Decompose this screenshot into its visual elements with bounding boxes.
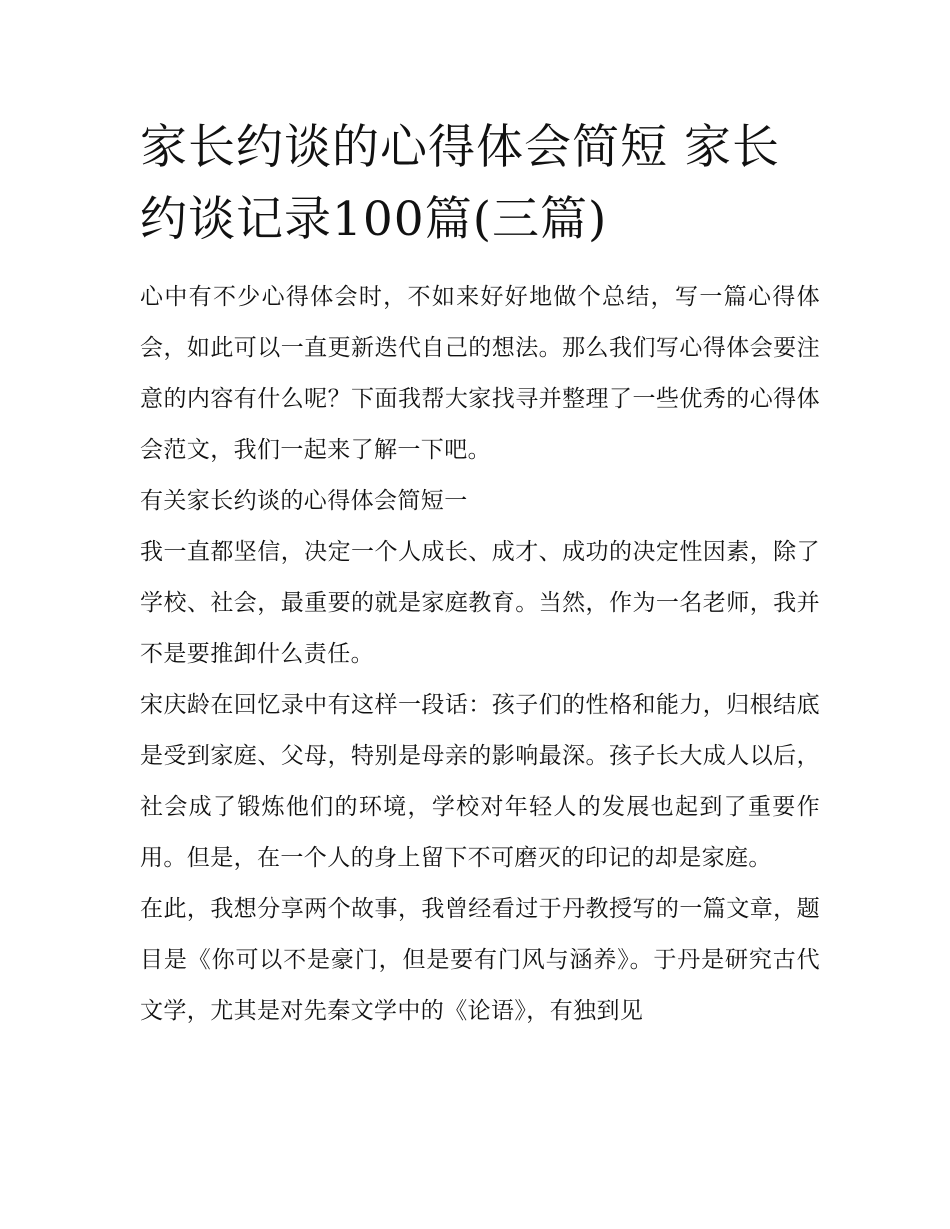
section-heading: 有关家长约谈的心得体会简短一 [140,488,468,514]
document-page [140,112,820,1037]
intro-paragraph: 心中有不少心得体会时，不如来好好地做个总结，写一篇心得体会，如此可以一直更新迭代自己的想法。那么我们写心得体会要注意的内容有什么呢？下面我帮大家找寻并整理了一些优秀的心得体会范文，我们一起来了解一下吧。 [140,284,820,463]
body-paragraph: 宋庆龄在回忆录中有这样一段话：孩子们的性格和能力，归根结底是受到家庭、父母，特别是母亲的影响最深。孩子长大成人以后，社会成了锻炼他们的环境，学校对年轻人的发展也起到了重要作用。但是，在一个人的身上留下不可磨灭的印记的却是家庭。 [140,692,820,871]
document-body [140,272,820,1037]
body-paragraph: 在此，我想分享两个故事，我曾经看过于丹教授写的一篇文章，题目是《你可以不是豪门，但是要有门风与涵养》。于丹是研究古代文学，尤其是对先秦文学中的《论语》，有独到见 [140,896,820,1024]
body-paragraph: 我一直都坚信，决定一个人成长、成才、成功的决定性因素，除了学校、社会，最重要的就是家庭教育。当然，作为一名老师，我并不是要推卸什么责任。 [140,539,820,667]
document-title: 家长约谈的心得体会简短 家长约谈记录100篇(三篇) [140,120,780,247]
